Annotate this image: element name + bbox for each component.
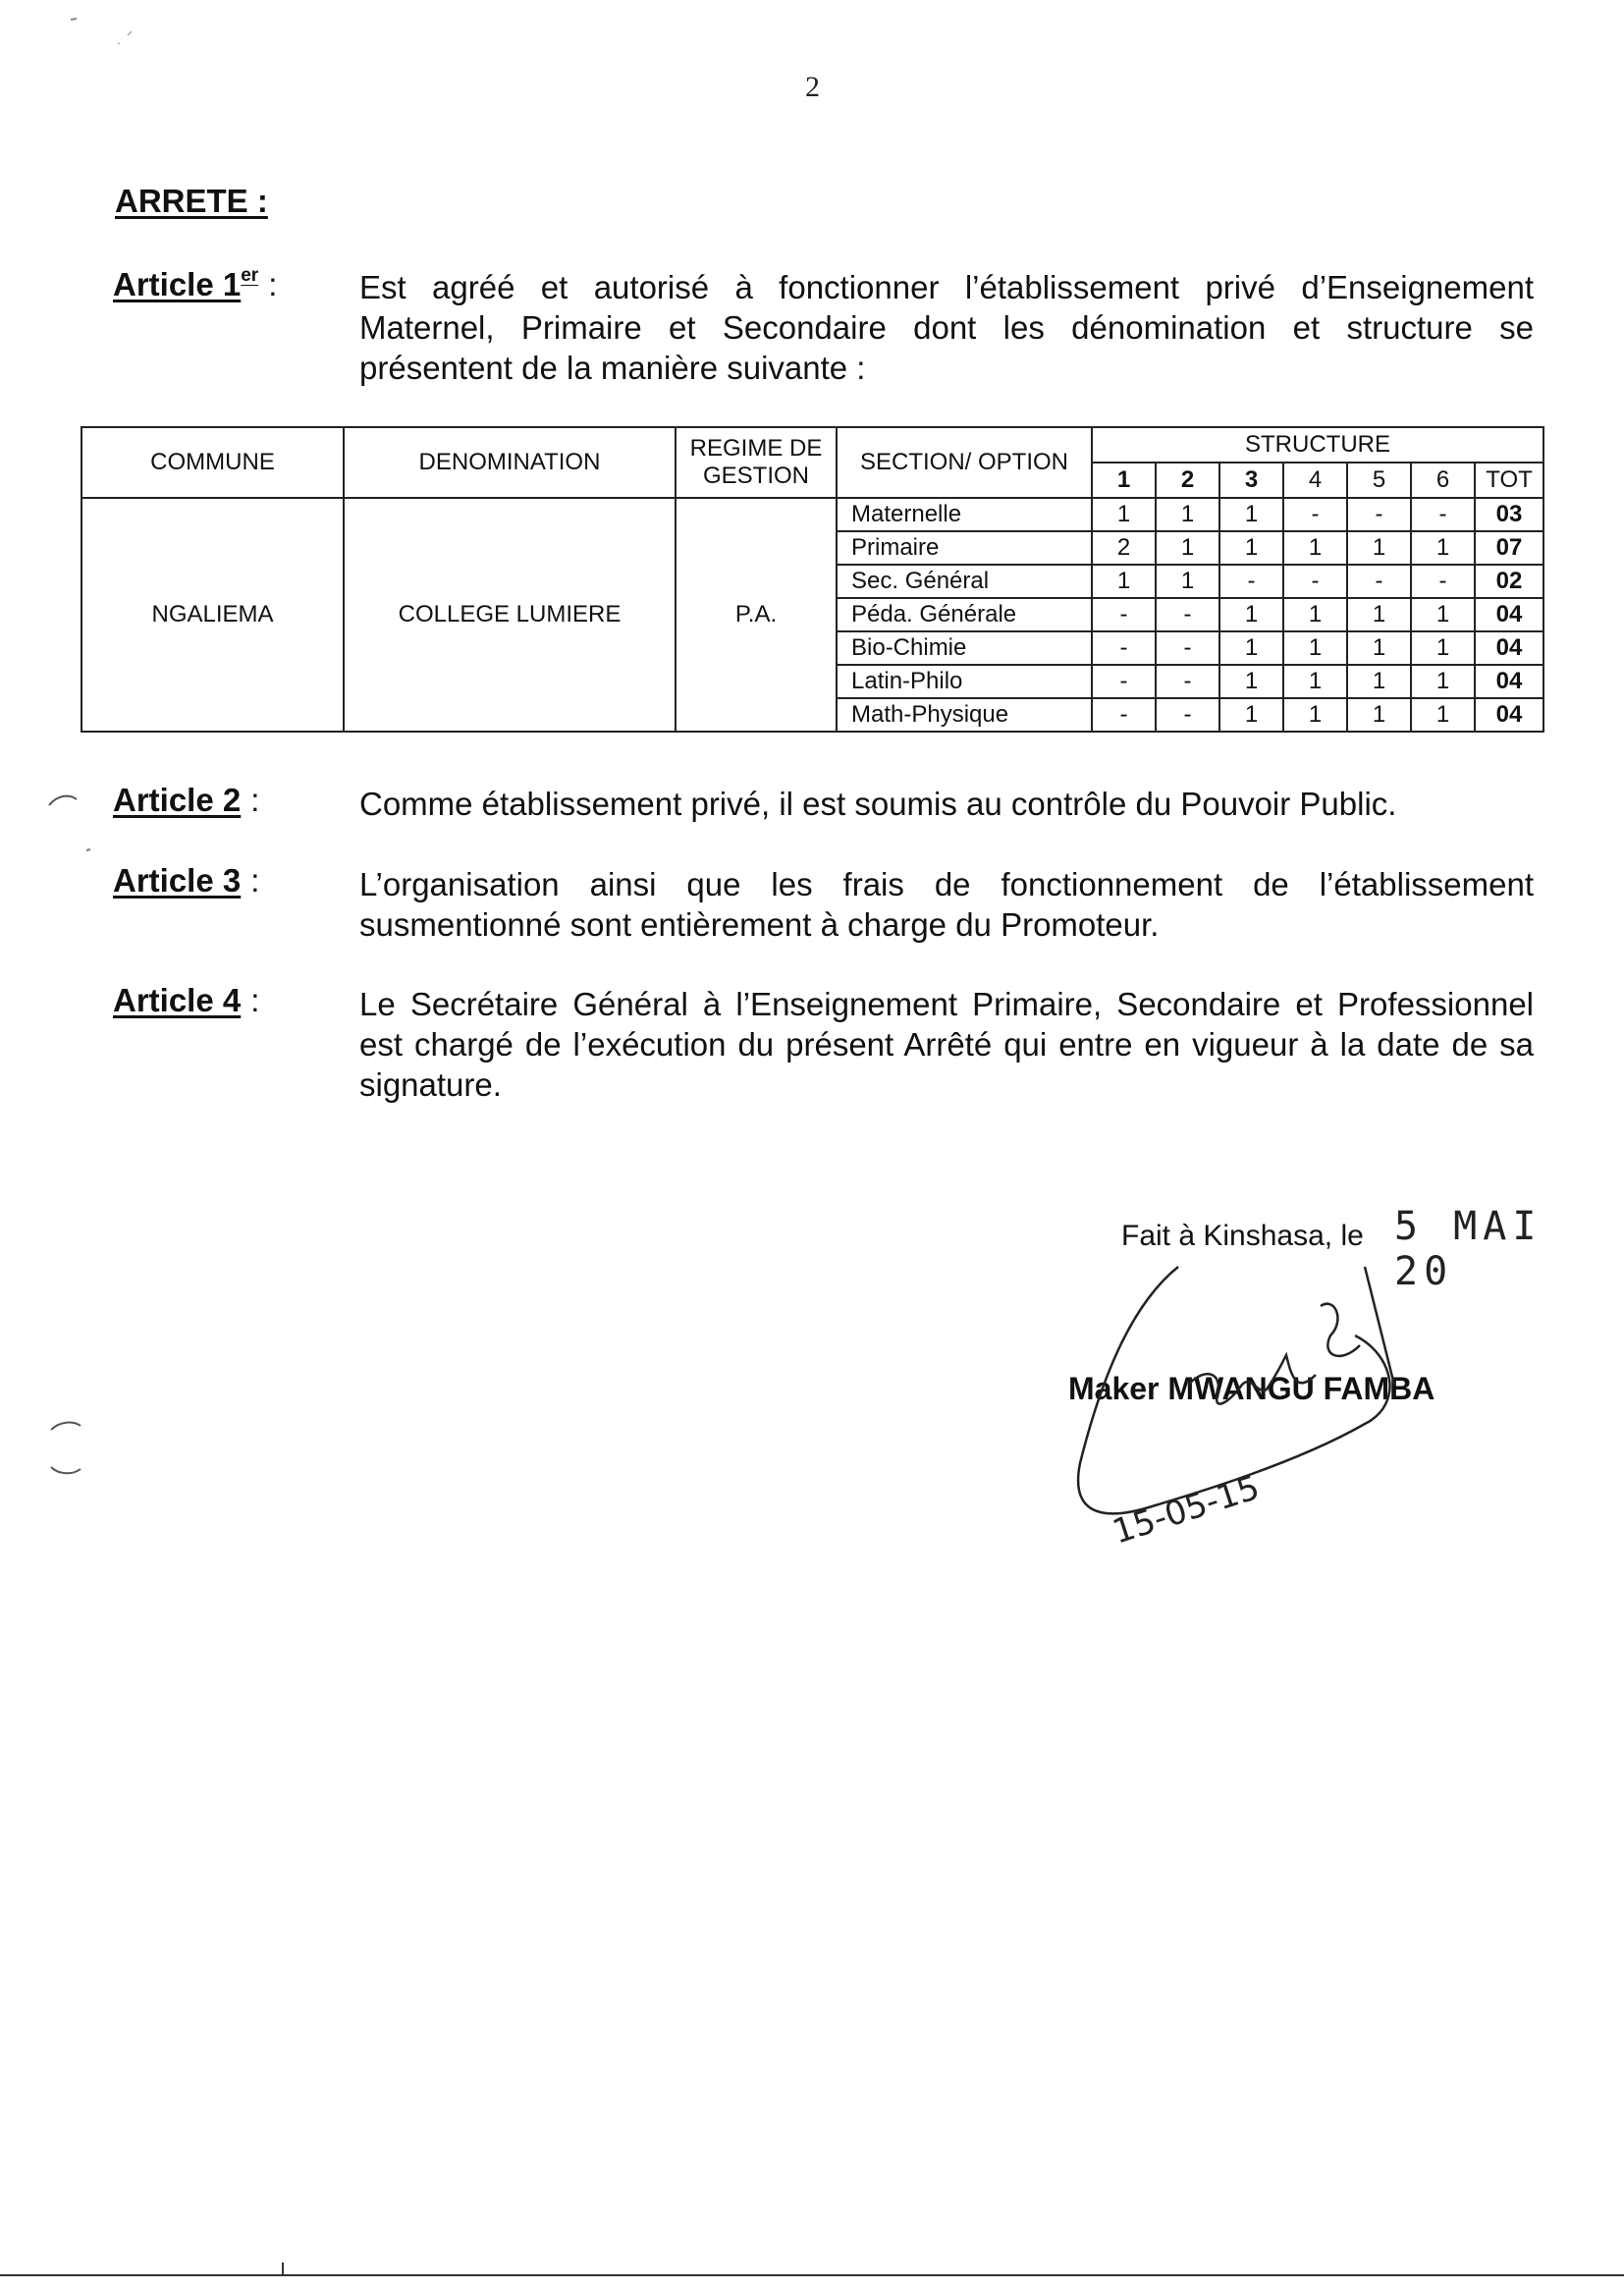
cell-value: 1	[1347, 598, 1411, 631]
header-level-3: 3	[1219, 463, 1283, 498]
cell-value: -	[1156, 598, 1219, 631]
cell-value: 1	[1347, 631, 1411, 665]
footer-tick	[282, 2263, 284, 2276]
cell-value: 1	[1156, 498, 1219, 531]
cell-option: Primaire	[837, 531, 1092, 565]
cell-value: -	[1411, 565, 1475, 598]
cell-value: -	[1156, 631, 1219, 665]
article-3-text: L’organisation ainsi que les frais de fonctionnement de l’établissement susmentionné sont entièrement à charge du Promoteur.	[359, 866, 1534, 943]
article-1-label	[113, 265, 277, 303]
cell-value: 1	[1283, 631, 1347, 665]
cell-commune: NGALIEMA	[81, 498, 344, 732]
cell-total: 04	[1475, 698, 1543, 732]
cell-value: -	[1219, 565, 1283, 598]
article-3-title: Article 3	[113, 862, 242, 899]
cell-option: Sec. Général	[837, 565, 1092, 598]
header-level-4: 4	[1283, 463, 1347, 498]
cell-total: 04	[1475, 665, 1543, 698]
hole-punch-mark-icon	[47, 1414, 96, 1483]
article-1-colon: :	[268, 266, 278, 302]
cell-value: -	[1347, 498, 1411, 531]
article-2-text: Comme établissement privé, il est soumis au contrôle du Pouvoir Public.	[359, 786, 1397, 822]
header-section: SECTION/ OPTION	[837, 427, 1092, 498]
header-level-1: 1	[1092, 463, 1156, 498]
header-level-2: 2	[1156, 463, 1219, 498]
cell-value: 1	[1411, 631, 1475, 665]
cell-option: Latin-Philo	[837, 665, 1092, 698]
header-level-5: 5	[1347, 463, 1411, 498]
cell-value: 1	[1283, 531, 1347, 565]
cell-value: -	[1092, 665, 1156, 698]
header-denomination: DENOMINATION	[344, 427, 676, 498]
cell-value: 1	[1347, 531, 1411, 565]
table-row	[81, 498, 1543, 531]
article-1-text: Est agréé et autorisé à fonctionner l’établissement privé d’Enseignement Maternel, Primaire et Secondaire dont les dénomination et structure se présentent de la manière suivante :	[359, 269, 1534, 386]
cell-option: Péda. Générale	[837, 598, 1092, 631]
cell-value: 1	[1411, 598, 1475, 631]
cell-value: 1	[1219, 598, 1283, 631]
article-2-colon: :	[250, 782, 260, 818]
cell-value: 1	[1156, 531, 1219, 565]
cell-value: 1	[1219, 698, 1283, 732]
article-1-title: Article 1	[113, 266, 242, 302]
article-4-title: Article 4	[113, 982, 242, 1018]
cell-value: 1	[1156, 565, 1219, 598]
cell-regime: P.A.	[676, 498, 837, 732]
cell-value: 1	[1219, 498, 1283, 531]
cell-value: 1	[1219, 631, 1283, 665]
footer-rule	[0, 2274, 1624, 2276]
cell-value: 1	[1283, 598, 1347, 631]
cell-value: -	[1283, 498, 1347, 531]
cell-value: 2	[1092, 531, 1156, 565]
cell-option: Maternelle	[837, 498, 1092, 531]
date-stamp: 5 MAI 20	[1394, 1204, 1543, 1294]
page-number: 2	[805, 71, 820, 103]
header-total: TOT	[1475, 463, 1543, 498]
cell-value: -	[1092, 631, 1156, 665]
cell-option: Math-Physique	[837, 698, 1092, 732]
cell-value: 1	[1092, 565, 1156, 598]
cell-value: 1	[1219, 665, 1283, 698]
cell-value: 1	[1219, 531, 1283, 565]
cell-value: 1	[1092, 498, 1156, 531]
article-4-label	[113, 982, 259, 1019]
cell-value: 1	[1411, 665, 1475, 698]
place-and-date: Fait à Kinshasa, le	[1121, 1220, 1364, 1252]
structure-table-wrapper	[81, 426, 1544, 733]
cell-denomination: COLLEGE LUMIERE	[344, 498, 676, 732]
signatory-name: Maker MWANGU FAMBA	[1068, 1371, 1435, 1406]
article-3-colon: :	[250, 862, 260, 899]
article-3-label	[113, 862, 259, 900]
scan-mark-icon	[69, 10, 167, 49]
header-regime: REGIME DE GESTION	[676, 427, 837, 498]
cell-value: -	[1092, 698, 1156, 732]
cell-value: -	[1092, 598, 1156, 631]
cell-option: Bio-Chimie	[837, 631, 1092, 665]
cell-total: 03	[1475, 498, 1543, 531]
header-level-6: 6	[1411, 463, 1475, 498]
cell-total: 04	[1475, 631, 1543, 665]
article-4-colon: :	[250, 982, 260, 1018]
cell-value: 1	[1347, 665, 1411, 698]
hole-punch-mark-icon	[47, 778, 96, 856]
article-2-title: Article 2	[113, 782, 242, 818]
cell-value: 1	[1283, 665, 1347, 698]
cell-value: -	[1156, 665, 1219, 698]
article-1-superscript: er	[241, 265, 259, 286]
cell-value: 1	[1411, 698, 1475, 732]
cell-value: -	[1347, 565, 1411, 598]
article-4-text: Le Secrétaire Général à l’Enseignement Primaire, Secondaire et Professionnel est chargé de l’exécution du présent Arrêté qui entre en vigueur à la date de sa signature.	[359, 986, 1534, 1103]
cell-value: -	[1156, 698, 1219, 732]
handwritten-date: 15-05-15	[1108, 1467, 1265, 1553]
article-2-label	[113, 782, 259, 819]
header-structure: STRUCTURE	[1092, 427, 1543, 463]
cell-value: 1	[1411, 531, 1475, 565]
cell-total: 04	[1475, 598, 1543, 631]
cell-value: 1	[1347, 698, 1411, 732]
cell-total: 02	[1475, 565, 1543, 598]
decree-heading: ARRETE :	[115, 183, 268, 219]
cell-value: -	[1283, 565, 1347, 598]
handwritten-signature	[1041, 1227, 1453, 1581]
cell-value: -	[1411, 498, 1475, 531]
cell-total: 07	[1475, 531, 1543, 565]
cell-value: 1	[1283, 698, 1347, 732]
header-commune: COMMUNE	[81, 427, 344, 498]
structure-table	[81, 426, 1544, 733]
